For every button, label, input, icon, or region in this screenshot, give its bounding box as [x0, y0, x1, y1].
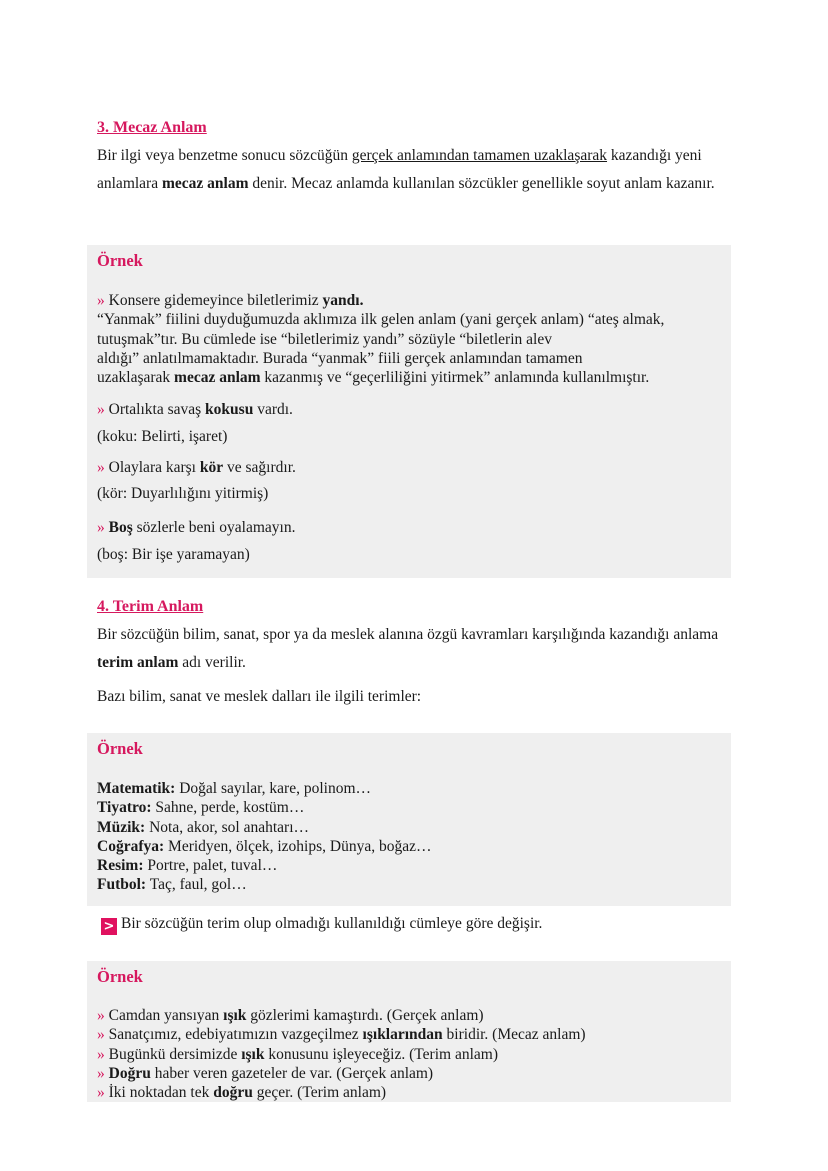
example-box-isik-dogru — [87, 961, 731, 1102]
text-segment: Sanatçımız, edebiyatımızın vazgeçilmez — [108, 1026, 363, 1044]
example-item-kor — [97, 458, 727, 477]
example-sentence-list — [97, 1006, 727, 1102]
text-segment: gerçek anlamından tamamen uzaklaşarak — [351, 147, 608, 164]
bold-term: ışık — [223, 1007, 247, 1024]
text-segment: Camdan yansıyan — [108, 1007, 224, 1024]
bold-term: Doğru — [108, 1064, 151, 1082]
text-segment: kazanmış ve “geçerliliğini yitirmek” anlamında kullanılmıştır. — [260, 369, 650, 387]
text-segment: Doğal sayılar, kare, polinom… — [175, 780, 372, 797]
info-note-text: Bir sözcüğün terim olup olmadığı kullanıldığı cümleye göre değişir. — [121, 915, 543, 932]
section-heading-mecaz-anlam: 3. Mecaz Anlam — [97, 119, 207, 136]
terim-intro-text: Bazı bilim, sanat ve meslek dalları ile ilgili terimler: — [97, 688, 422, 705]
example-item-yandi — [97, 291, 727, 387]
bold-term: Matematik: — [97, 780, 176, 797]
text-segment: konusunu işleyeceğiz. (Terim anlam) — [264, 1045, 498, 1063]
example-item-bos — [97, 518, 727, 537]
text-segment: kazandığı yeni anlamlara — [97, 147, 702, 192]
text-segment: biridir. (Mecaz anlam) — [442, 1026, 586, 1044]
text-segment: Bir sözcüğün bilim, sanat, spor ya da meslek alanına özgü kavramları karşılığında kazandığı anlama — [97, 626, 719, 643]
bold-term: kokusu — [205, 401, 254, 418]
mecaz-definition-paragraph — [97, 142, 737, 197]
text-segment: tutuşmak”tır. Bu cümlede ise “biletlerimiz yandı” sözüyle “biletlerin alev — [97, 330, 552, 348]
text-segment: “Yanmak” fiilini duyduğumuzda aklımıza ilk gelen anlam (yani gerçek anlam) “ateş almak, — [97, 311, 665, 329]
example-note-kor: (kör: Duyarlılığını yitirmiş) — [97, 485, 269, 502]
bold-term: Futbol: — [97, 876, 147, 894]
bold-term: Coğrafya: — [97, 837, 165, 855]
info-note — [101, 915, 542, 935]
bullet-arrow-icon: » — [97, 1045, 109, 1063]
text-segment: uzaklaşarak — [97, 369, 175, 387]
bullet-arrow-icon: » — [97, 1007, 109, 1024]
text-segment: Taç, faul, gol… — [146, 876, 247, 894]
text-segment: denir. Mecaz anlamda kullanılan sözcükler genellikle soyut anlam kazanır. — [248, 174, 715, 192]
bullet-arrow-icon: » — [97, 401, 109, 418]
bold-term: Boş — [108, 519, 133, 536]
bold-term: ışıklarından — [362, 1026, 443, 1044]
text-segment: geçer. (Terim anlam) — [252, 1084, 387, 1102]
bold-term: Resim: — [97, 857, 144, 875]
bullet-arrow-icon: » — [97, 1064, 109, 1082]
terim-definition-paragraph — [97, 621, 737, 676]
bullet-arrow-icon: » — [97, 519, 109, 536]
example-note-bos: (boş: Bir işe yaramayan) — [97, 546, 250, 563]
bold-term: Müzik: — [97, 818, 146, 836]
bold-term: yandı. — [322, 292, 364, 309]
example-box-mecaz — [87, 245, 731, 578]
bold-term: mecaz anlam — [174, 369, 261, 387]
bold-term: ışık — [241, 1045, 265, 1063]
example-label: Örnek — [97, 739, 143, 758]
bold-term: Tiyatro: — [97, 799, 152, 817]
text-segment: haber veren gazeteler de var. (Gerçek anlam) — [150, 1064, 434, 1082]
bold-term: kör — [199, 459, 224, 476]
text-segment: Bir ilgi veya benzetme sonucu sözcüğün — [97, 147, 352, 164]
example-box-terimler — [87, 733, 731, 906]
bold-term: mecaz anlam — [161, 174, 249, 192]
text-segment: gözlerimi kamaştırdı. (Gerçek anlam) — [246, 1007, 484, 1024]
example-label: Örnek — [97, 251, 143, 270]
bullet-arrow-icon: » — [97, 459, 109, 476]
bold-term: terim anlam — [97, 653, 179, 671]
section-heading-terim-anlam: 4. Terim Anlam — [97, 598, 204, 615]
text-segment: aldığı” anlatılmamaktadır. Burada “yanmak” fiili gerçek anlamından tamamen — [97, 349, 583, 367]
example-note-koku: (koku: Belirti, işaret) — [97, 428, 228, 445]
text-segment: Nota, akor, sol anahtarı… — [145, 818, 310, 836]
text-segment: Konsere gidemeyince biletlerimiz — [108, 292, 323, 309]
bullet-arrow-icon: » — [97, 1084, 109, 1102]
text-segment: Ortalıkta savaş — [108, 401, 206, 418]
text-segment: Meridyen, ölçek, izohips, Dünya, boğaz… — [164, 837, 432, 855]
example-label: Örnek — [97, 967, 143, 986]
text-segment: Portre, palet, tuval… — [143, 857, 278, 875]
text-segment: ve sağırdır. — [223, 459, 296, 476]
text-segment: İki noktadan tek — [108, 1084, 214, 1102]
text-segment: Olaylara karşı — [108, 459, 200, 476]
text-segment: adı verilir. — [178, 653, 246, 671]
chevron-right-icon: > — [101, 918, 117, 935]
text-segment: Bugünkü dersimizde — [108, 1045, 242, 1063]
bullet-arrow-icon: » — [97, 292, 109, 309]
text-segment: Sahne, perde, kostüm… — [151, 799, 305, 817]
bold-term: doğru — [213, 1084, 253, 1102]
bullet-arrow-icon: » — [97, 1026, 109, 1044]
text-segment: vardı. — [253, 401, 293, 418]
text-segment: sözlerle beni oyalamayın. — [132, 519, 296, 536]
example-item-kokusu — [97, 400, 727, 419]
term-list — [97, 779, 727, 895]
